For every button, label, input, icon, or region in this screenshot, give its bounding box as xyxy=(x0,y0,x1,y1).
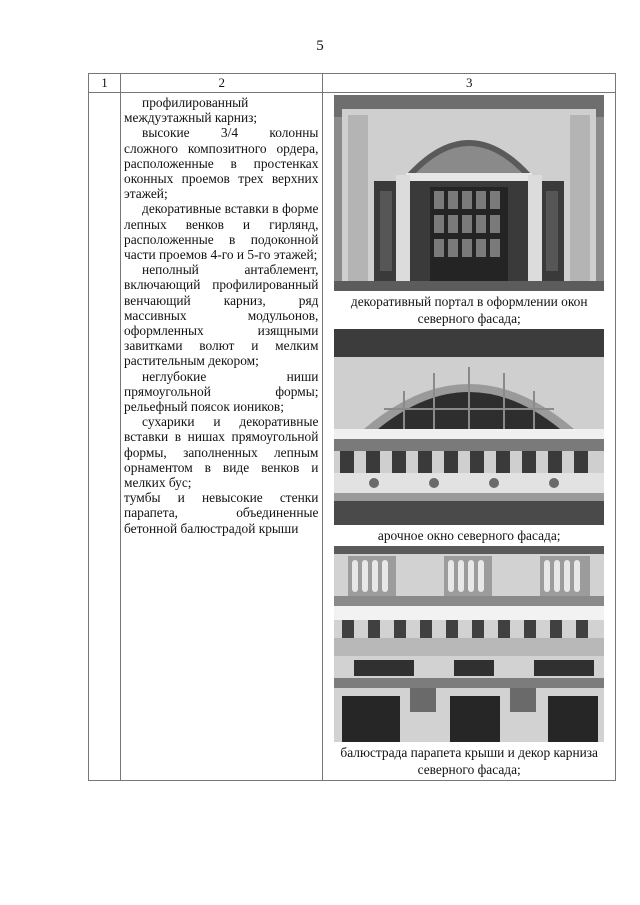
table-row xyxy=(89,93,616,781)
portal-photo xyxy=(334,95,604,291)
arched-window-photo xyxy=(334,329,604,525)
feature-item: декоративные вставки в форме лепных венков и гирлянд, расположенные в подоконной части проемов 4-го и 5-го этажей; xyxy=(124,201,319,263)
header-col-3: 3 xyxy=(323,74,616,93)
features-text-cell xyxy=(121,93,323,781)
header-col-1: 1 xyxy=(89,74,121,93)
photo-caption: декоративный портал в оформлении окон северного фасада; xyxy=(350,294,588,326)
photos-cell xyxy=(323,93,616,781)
empty-index-cell xyxy=(89,93,121,781)
photo-caption: арочное окно северного фасада; xyxy=(377,528,561,543)
balustrade-photo xyxy=(334,546,604,742)
photo-caption: балюстрада парапета крыши и декор карниза северного фасада; xyxy=(340,745,599,777)
feature-item: неполный антаблемент, включающий профилированный венчающий карниз, ряд массивных модульонов, оформленных изящными завитками волют и мелким растительным декором; xyxy=(124,262,319,369)
feature-item: сухарики и декоративные вставки в нишах прямоугольной формы, заполненных лепным орнаментом в виде венков и мелких бус; xyxy=(124,414,319,491)
feature-item: тумбы и невысокие стенки парапета, объединенные бетонной балюстрадой крыши xyxy=(124,490,319,536)
feature-item: высокие 3/4 колонны сложного композитного ордера, расположенные в простенках оконных проемов трех верхних этажей; xyxy=(124,125,319,202)
table-header-row xyxy=(89,74,616,93)
header-col-2: 2 xyxy=(121,74,323,93)
page-number: 5 xyxy=(316,38,324,54)
feature-item: неглубокие ниши прямоугольной формы; рельефный поясок иоников; xyxy=(124,368,319,415)
features-table xyxy=(88,73,616,781)
feature-item: профилированный междуэтажный карниз; xyxy=(124,95,258,126)
